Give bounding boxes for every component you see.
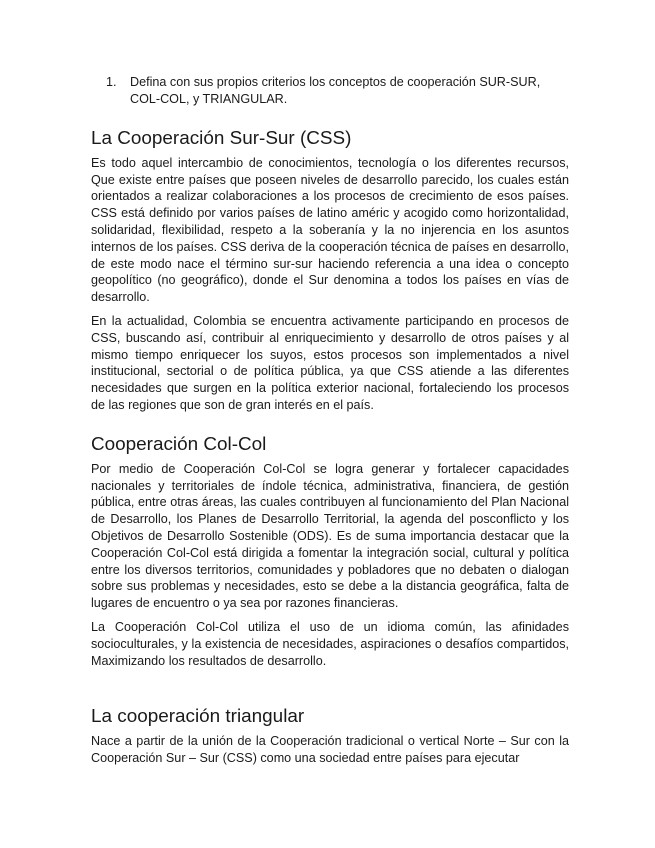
question-number: 1. <box>106 75 117 89</box>
section-heading: La cooperación triangular <box>91 706 305 727</box>
paragraph: La Cooperación Col-Col utiliza el uso de un idioma común, las afinidades socioculturales, y la existencia de necesidades, aspiraciones o desafíos compartidos, Maximizando los resultados de desarrollo. <box>91 619 569 668</box>
question-item <box>106 74 568 108</box>
paragraph: En la actualidad, Colombia se encuentra activamente participando en procesos de CSS, buscando así, contribuir al enriquecimiento y desarrollo de otros países y al mismo tiempo enriquecer los suyos, estos procesos son implementados a nivel institucional, sectorial o de política pública, ya que CSS atiende a las diferentes necesidades que surgen en la política exterior nacional, fortaleciendo los procesos de las regiones que son de gran interés en el país. <box>91 313 569 412</box>
section-heading: Cooperación Col-Col <box>91 434 267 455</box>
paragraph: Nace a partir de la unión de la Cooperación tradicional o vertical Norte – Sur con la Cooperación Sur – Sur (CSS) como una sociedad entre países para ejecutar <box>91 733 569 765</box>
paragraph: Es todo aquel intercambio de conocimientos, tecnología o los diferentes recursos, Que existe entre países que poseen niveles de desarrollo parecido, los cuales están orientados a realizar colaboraciones a los procesos de crecimiento de esos países. CSS está definido por varios países de latino améric y acogido como horizontalidad, solidaridad, flexibilidad, respeto a la soberanía y la no injerencia en los asuntos internos de los países. CSS deriva de la cooperación técnica de países en desarrollo, de este modo nace el término sur-sur haciendo referencia a una idea o concepto geopolítico (no geográfico), donde el Sur denomina a todos los países en vías de desarrollo. <box>91 155 569 305</box>
section-heading: La Cooperación Sur-Sur (CSS) <box>91 128 352 149</box>
paragraph: Por medio de Cooperación Col-Col se logra generar y fortalecer capacidades nacionales y territoriales de índole técnica, administrativa, financiera, de gestión pública, entre otras áreas, las cuales contribuyen al funcionamiento del Plan Nacional de Desarrollo, los Planes de Desarrollo Territorial, la agenda del posconflicto y los Objetivos de Desarrollo Sostenible (ODS). Es de suma importancia destacar que la Cooperación Col-Col está dirigida a fomentar la integración social, cultural y política entre los diversos territorios, comunidades y pobladores que no debaten o dialogan sobre sus problemas y necesidades, esto se debe a la distancia geográfica, falta de lugares de encuentro o ya sea por razones financieras. <box>91 461 569 611</box>
section-col-col <box>91 434 569 669</box>
section-css <box>91 128 569 414</box>
question-text: Defina con sus propios criterios los conceptos de cooperación SUR-SUR, COL-COL, y TRIANGULAR. <box>130 75 541 106</box>
section-triangular <box>91 706 569 766</box>
